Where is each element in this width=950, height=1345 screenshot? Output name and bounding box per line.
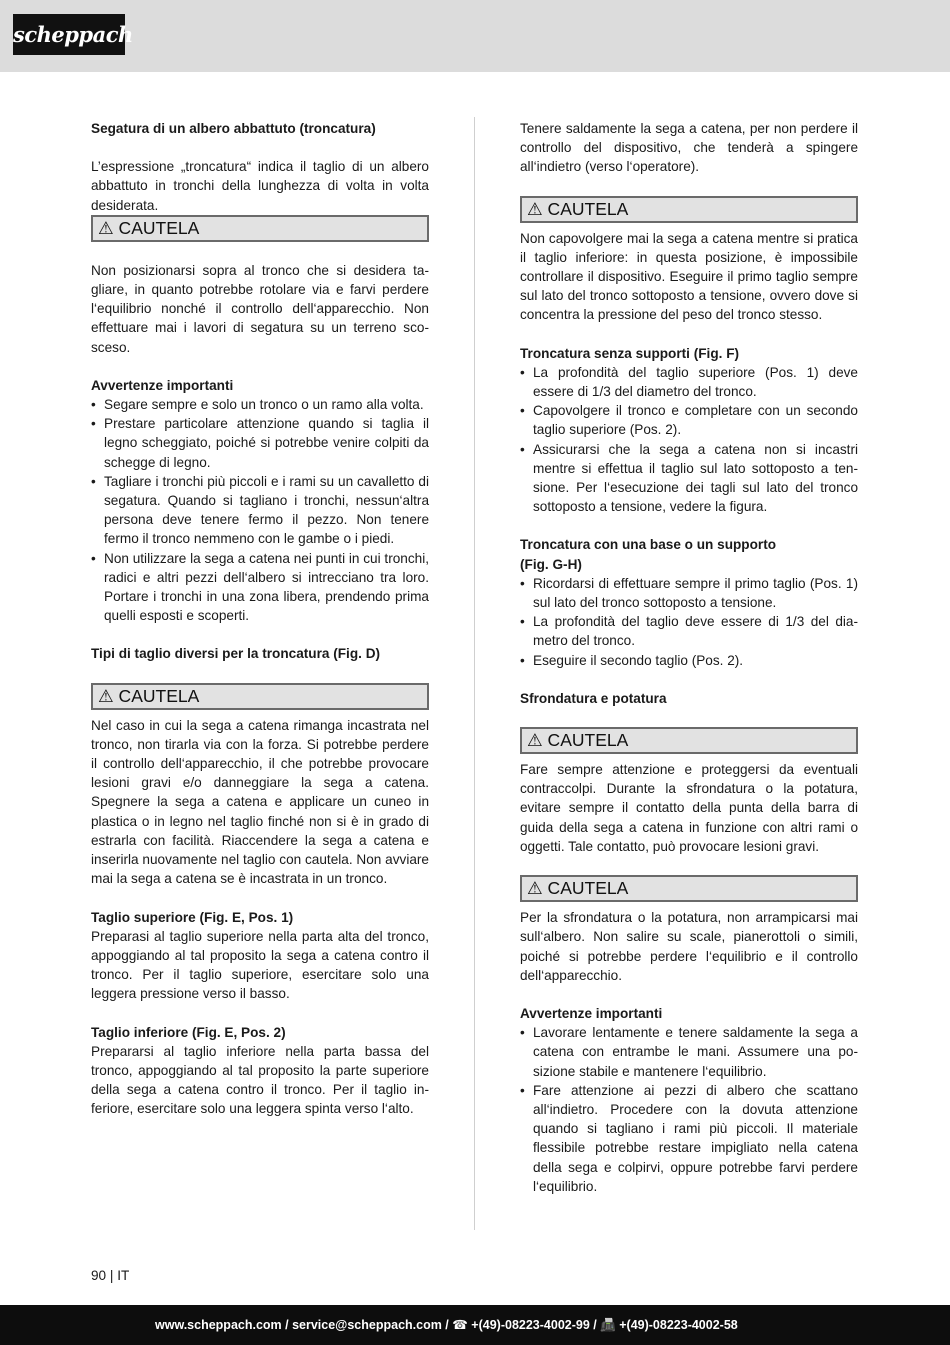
language-code: IT <box>117 1268 130 1283</box>
caution-box: ⚠ CAUTELA <box>91 215 429 242</box>
intro-paragraph: L’espressione „troncatura“ indica il taglio di un albero abbattuto in tronchi della lunghezza di volta in volta desiderata. <box>91 159 429 213</box>
caution-text: Non posizionarsi sopra al tronco che si desidera tagliare, in quanto potrebbe rotolare via e farvi perdere l‘equilibrio nonché il controllo dell‘apparecchio. Non effettuare mai i lavori di segatura su un terreno scosceso. <box>91 262 429 355</box>
support-list <box>520 574 858 670</box>
section-title-bottom-cut: Taglio inferiore (Fig. E, Pos. 2) <box>91 1024 286 1040</box>
list-item: • Ricordarsi di effettuare sempre il primo taglio (Pos. 1) sul lato del tronco sottoposto a tensione. <box>520 574 858 612</box>
footer-contact: www.scheppach.com / service@scheppach.com / ☎ +(49)-08223-4002-99 / 📠 +(49)-08223-4002-58 <box>155 1318 738 1332</box>
column-divider <box>474 117 475 1230</box>
intro-paragraph: Tenere saldamente la sega a catena, per non perdere il controllo del dispositivo, che tenderà a spingere all‘indietro (verso l‘operatore). <box>520 121 858 175</box>
right-column <box>520 119 858 1196</box>
list-item: • Capovolgere il tronco e completare con un secondo taglio superiore (Pos. 2). <box>520 401 858 439</box>
page-separator: | <box>109 1268 118 1283</box>
list-item: • Lavorare lentamente e tenere saldamente la sega a catena con entrambe le mani. Assumere una posizione stabile e mantenere l‘equilibrio. <box>520 1023 858 1081</box>
list-item: • Assicurarsi che la sega a catena non si incastri mentre si effettua il taglio sul lato sottoposto a tensione. Per l‘esecuzione dei tagli sul lato del tronco sottoposto a tensione, vedere la figura. <box>520 440 858 517</box>
caution-box: ⚠ CAUTELA <box>520 196 858 223</box>
no-support-list <box>520 363 858 517</box>
section-title-no-support: Troncatura senza supporti (Fig. F) <box>520 345 740 361</box>
bottom-cut-text: Prepararsi al taglio inferiore nella parta bassa del tronco, appoggiando al tal proposito la parte superiore della sega a catena contro il tronco. Per il taglio inferiore, esercitare solo una leggera spinta verso l‘alto. <box>91 1043 429 1117</box>
warnings-list <box>520 1023 858 1196</box>
caution-box: ⚠ CAUTELA <box>91 683 429 710</box>
list-item: • Prestare particolare attenzione quando si taglia il legno scheggiato, poiché si potrebbe venire colpiti da schegge di legno. <box>91 414 429 472</box>
caution-text: Non capovolgere mai la sega a catena mentre si pratica il taglio inferiore: in questa posizione, è impossibile controllare il dispositivo. Eseguire il primo taglio sempre sul lato del tronco sottoposto a tensione, ovvero dove si concentra la pressione del peso del tronco stesso. <box>520 230 858 323</box>
page-number <box>91 1266 129 1285</box>
section-title-top-cut: Taglio superiore (Fig. E, Pos. 1) <box>91 909 294 925</box>
section-title-support-line1: Troncatura con una base o un supporto <box>520 537 777 553</box>
caution-text: Per la sfrondatura o la potatura, non arrampicarsi mai sull‘albero. Non salire su scale, pianerottoli o simili, poiché si potrebbe perdere l‘equilibrio e il controllo dell‘apparecchio. <box>520 910 858 983</box>
footer-bar <box>0 1305 950 1345</box>
caution-text: Nel caso in cui la sega a catena rimanga incastrata nel tronco, non tirarla via con la forza. Si potrebbe perdere il controllo dell‘apparecchio, il che potrebbe provocare lesioni gravi e/o danneggiare la sega a catena. Spegnere la sega a catena e applicare un cuneo in plastica o in legno nel taglio finché non si è in grado di estrarla con facilità. Riaccendere la sega a catena e inserirla nuovamente nel taglio con cautela. Non avviare mai la sega a catena se è incastrata in un tronco. <box>91 717 429 887</box>
page-header <box>0 0 950 72</box>
page-number-value: 90 <box>91 1268 107 1283</box>
section-title-warnings: Avvertenze importanti <box>520 1005 663 1021</box>
caution-text: Fare sempre attenzione e proteggersi da eventuali contraccolpi. Durante la sfrondatura o la potatura, evitare sempre il contatto della punta della barra di guida della sega a catena in funzione con altri rami o oggetti. Tale contatto, può provocare lesioni gravi. <box>520 762 858 854</box>
top-cut-text: Preparasi al taglio superiore nella parta alta del tronco, appoggiando al tal proposito la sega a catena contro il tronco. Per il taglio superiore, esercitare solo una leggera pressione verso il basso. <box>91 928 429 1002</box>
warnings-list <box>91 395 429 625</box>
caution-box: ⚠ CAUTELA <box>520 727 858 754</box>
list-item: • La profondità del taglio deve essere di 1/3 del diametro del tronco. <box>520 612 858 650</box>
scheppach-logo: scheppach <box>13 14 125 55</box>
list-item: • Segare sempre e solo un tronco o un ramo alla volta. <box>91 395 429 414</box>
section-title-support-line2: (Fig. G-H) <box>520 556 582 572</box>
list-item: • La profondità del taglio superiore (Pos. 1) deve essere di 1/3 del diametro del tronco. <box>520 363 858 401</box>
section-title-felling: Segatura di un albero abbattuto (troncatura) <box>91 121 376 136</box>
list-item: • Tagliare i tronchi più piccoli e i rami su un cavalletto di segatura. Quando si tagliano i tronchi, nessun‘altra persona deve tenere fermo il pezzo. Non tenere fermo il tronco nemmeno con le gambe o i piedi. <box>91 472 429 549</box>
section-title-cut-types: Tipi di taglio diversi per la troncatura (Fig. D) <box>91 646 381 662</box>
list-item: • Fare attenzione ai pezzi di albero che scattano all‘indietro. Procedere con la dovuta attenzione quando si tagliano i rami più piccoli. Il materiale flessibile potrebbe restare impigliato nella catena della sega e colpirvi, oppure potrebbe farvi perdere l‘equilibrio. <box>520 1081 858 1196</box>
left-column <box>91 119 429 1119</box>
section-title-warnings: Avvertenze importanti <box>91 377 234 393</box>
caution-box: ⚠ CAUTELA <box>520 875 858 902</box>
list-item: • Eseguire il secondo taglio (Pos. 2). <box>520 651 858 670</box>
section-title-pruning: Sfrondatura e potatura <box>520 690 667 706</box>
list-item: • Non utilizzare la sega a catena nei punti in cui tronchi, radici e altri pezzi dell‘albero si intrecciano tra loro. Portare i tronchi in una zona libera, prendendo prima quelli esposti e scoperti. <box>91 549 429 626</box>
